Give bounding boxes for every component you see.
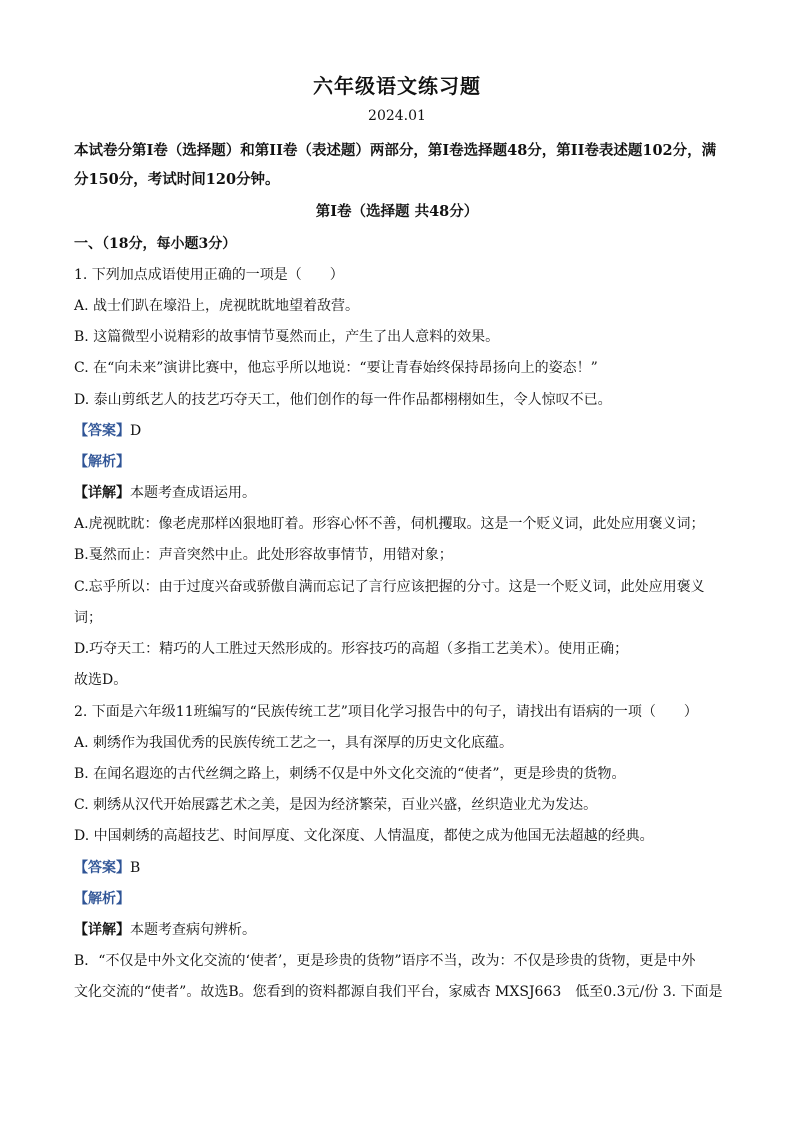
explanation-line: A.虎视眈眈：像老虎那样凶狠地盯着。形容心怀不善，伺机攫取。这是一个贬义词，此处应用褒义词； bbox=[74, 516, 705, 532]
detail-tag: 【详解】 bbox=[74, 922, 130, 938]
question-2-stem: 2. 下面是六年级11班编写的“民族传统工艺”项目化学习报告中的句子，请找出有语病的一项（ ） bbox=[74, 704, 698, 720]
question-2-option-d: D. 中国刺绣的高超技艺、时间厚度、文化深度、人情温度，都使之成为他国无法超越的经典。 bbox=[74, 828, 654, 844]
explanation-line: D.巧夺天工：精巧的人工胜过天然形成的。形容技巧的高超（多指工艺美术）。使用正确； bbox=[74, 641, 629, 657]
exam-date: 2024.01 bbox=[368, 108, 426, 124]
question-2-option-a: A. 刺绣作为我国优秀的民族传统工艺之一，具有深厚的历史文化底蕴。 bbox=[74, 735, 514, 751]
explanation-line: C.忘乎所以：由于过度兴奋或骄傲自满而忘记了言行应该把握的分寸。这是一个贬义词，此处应用褒义 bbox=[74, 579, 705, 595]
answer-value: D bbox=[130, 423, 142, 439]
question-1-option-a: A. 战士们趴在壕沿上，虎视眈眈地望着敌营。 bbox=[74, 298, 360, 314]
question-2-detail bbox=[74, 920, 724, 940]
analysis-tag: 【解析】 bbox=[74, 454, 130, 470]
explanation-line: 词； bbox=[74, 610, 102, 626]
question-1-answer bbox=[74, 421, 724, 441]
explanation-line: 故选D。 bbox=[74, 672, 128, 688]
answer-tag: 【答案】 bbox=[74, 423, 130, 439]
explanation-line: 文化交流的“使者”。故选B。您看到的资料都源自我们平台，家威杏 MXSJ663 低至0.3元/份 3. 下面是 bbox=[74, 984, 723, 1000]
page-title: 六年级语文练习题 bbox=[313, 74, 481, 98]
question-1-option-d: D. 泰山剪纸艺人的技艺巧夺天工，他们创作的每一件作品都栩栩如生，令人惊叹不已。 bbox=[74, 392, 612, 408]
explanation-line: B.戛然而止：声音突然中止。此处形容故事情节，用错对象； bbox=[74, 547, 453, 563]
exam-intro: 本试卷分第I卷（选择题）和第II卷（表述题）两部分，第I卷选择题48分，第II卷表述题102分，满分150分，考试时间120分钟。 bbox=[74, 142, 717, 188]
answer-tag: 【答案】 bbox=[74, 860, 130, 876]
analysis-tag: 【解析】 bbox=[74, 891, 130, 907]
detail-text: 本题考查成语运用。 bbox=[130, 485, 256, 501]
detail-tag: 【详解】 bbox=[74, 485, 130, 501]
question-2-analysis bbox=[74, 889, 724, 909]
detail-text: 本题考查病句辨析。 bbox=[130, 922, 256, 938]
explanation-line: B．“不仅是中外文化交流的‘使者’，更是珍贵的货物”语序不当，改为：不仅是珍贵的货物，更是中外 bbox=[74, 953, 696, 969]
question-2-option-b: B. 在闻名遐迩的古代丝绸之路上，刺绣不仅是中外文化交流的“使者”，更是珍贵的货物。 bbox=[74, 766, 626, 782]
question-2-answer bbox=[74, 858, 724, 878]
section-heading: 第I卷（选择题 共48分） bbox=[315, 203, 479, 220]
question-1-option-c: C. 在“向未来”演讲比赛中，他忘乎所以地说：“要让青春始终保持昂扬向上的姿态！” bbox=[74, 360, 598, 376]
question-2-option-c: C. 刺绣从汉代开始展露艺术之美，是因为经济繁荣，百业兴盛，丝织造业尤为发达。 bbox=[74, 797, 598, 813]
question-1-analysis bbox=[74, 452, 724, 472]
part-heading: 一、（18分，每小题3分） bbox=[74, 236, 237, 252]
question-1-stem: 1. 下列加点成语使用正确的一项是（ ） bbox=[74, 267, 344, 283]
question-1-option-b: B. 这篇微型小说精彩的故事情节戛然而止，产生了出人意料的效果。 bbox=[74, 329, 500, 345]
question-1-detail bbox=[74, 483, 724, 503]
answer-value: B bbox=[130, 860, 141, 876]
